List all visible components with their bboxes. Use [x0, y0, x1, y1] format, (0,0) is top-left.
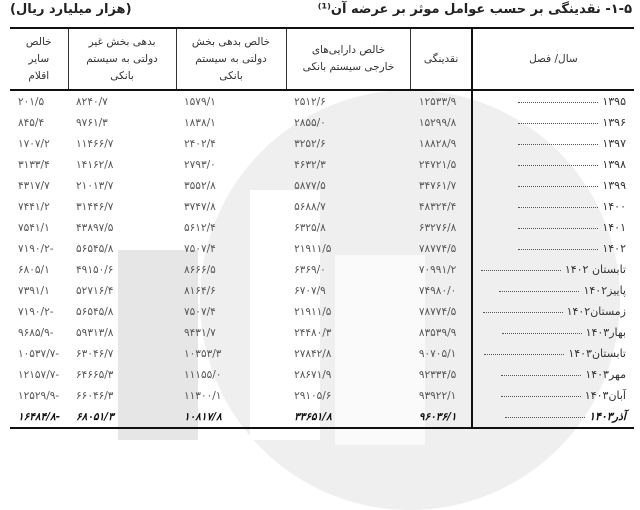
period-label: آذر۱۴۰۳	[589, 410, 626, 423]
header-private-debt: بدهی بخش غیر دولتی به سیستم بانکی	[68, 28, 176, 90]
cell-net-foreign-assets: ۲۸۵۵/۰	[294, 116, 326, 129]
cell-private-debt: ۵۶۵۴۵/۸	[76, 305, 114, 318]
cell-net-foreign-assets: ۲۷۸۴۲/۸	[294, 347, 332, 360]
table-row	[10, 154, 634, 175]
liquidity-table	[10, 27, 634, 429]
cell-liquidity: ۱۵۲۹۹/۸	[418, 116, 457, 129]
cell-other-items: ۳۱۳۳/۴	[18, 158, 50, 171]
cell-other-items: ۲۰۱/۵	[18, 95, 45, 108]
table-row	[10, 196, 634, 217]
table-row	[10, 406, 634, 428]
cell-liquidity: ۱۸۸۲۸/۹	[418, 137, 457, 150]
cell-private-debt: ۴۳۸۹۷/۵	[76, 221, 114, 234]
cell-private-debt: ۶۸۰۵۱/۳	[76, 410, 114, 423]
cell-net-public-debt: ۸۶۶۶/۵	[184, 263, 216, 276]
dot-leader	[505, 417, 585, 418]
header-net-public-debt: خالص بدهی بخش دولتی به سیستم بانکی	[176, 28, 286, 90]
cell-other-items: ۱۷۰۷/۲	[18, 137, 50, 150]
dot-leader	[518, 144, 598, 145]
cell-net-public-debt: ۱۰۳۵۳/۳	[184, 347, 222, 360]
period-label: ۱۳۹۷	[602, 137, 626, 150]
cell-period	[472, 343, 634, 364]
table-row	[10, 280, 634, 301]
cell-private-debt: ۳۱۴۴۶/۷	[76, 200, 114, 213]
cell-private-debt: ۶۴۶۶۵/۳	[76, 368, 114, 381]
cell-private-debt: ۲۱۰۱۳/۷	[76, 179, 114, 192]
dot-leader	[518, 249, 598, 250]
cell-net-foreign-assets: ۲۹۱۰۵/۶	[294, 389, 332, 402]
cell-net-foreign-assets: ۶۷۰۷/۹	[294, 284, 326, 297]
cell-liquidity: ۹۰۷۰۵/۱	[418, 347, 457, 360]
cell-liquidity: ۳۴۷۶۱/۷	[418, 179, 457, 192]
unit-label: (هزار میلیارد ریال)	[10, 2, 132, 17]
header-period: سال/ فصل	[472, 28, 634, 90]
cell-period	[472, 238, 634, 259]
cell-period	[472, 90, 634, 112]
cell-other-items: ۷۴۴۱/۲	[18, 200, 50, 213]
cell-period	[472, 133, 634, 154]
dot-leader	[518, 207, 598, 208]
cell-period	[472, 259, 634, 280]
cell-net-foreign-assets: ۵۸۷۷/۵	[294, 179, 326, 192]
cell-other-items: -۱۰۵۳۷/۷	[18, 347, 60, 360]
cell-net-public-debt: ۱۵۷۹/۱	[184, 95, 216, 108]
cell-net-foreign-assets: ۶۳۶۹/۰	[294, 263, 326, 276]
dot-leader	[518, 102, 598, 103]
cell-period	[472, 385, 634, 406]
period-label: ۱۳۹۵	[602, 95, 626, 108]
dot-leader	[481, 270, 561, 271]
cell-liquidity: ۹۳۹۲۲/۱	[418, 389, 457, 402]
cell-period	[472, 112, 634, 133]
table-row	[10, 90, 634, 112]
cell-liquidity: ۹۲۳۳۴/۵	[418, 368, 457, 381]
cell-net-public-debt: ۲۴۰۲/۴	[184, 137, 216, 150]
cell-private-debt: ۵۲۷۱۶/۴	[76, 284, 114, 297]
table-row	[10, 364, 634, 385]
dot-leader	[501, 375, 581, 376]
cell-net-public-debt: ۹۴۳۱/۷	[184, 326, 216, 339]
period-label: زمستان۱۴۰۲	[566, 305, 626, 318]
cell-private-debt: ۱۱۴۶۶/۷	[76, 137, 114, 150]
cell-other-items: ۶۸۰۵/۱	[18, 263, 50, 276]
cell-liquidity: ۶۳۲۷۶/۸	[418, 221, 457, 234]
dot-leader	[518, 186, 598, 187]
cell-net-public-debt: ۱۰۸۱۷/۸	[184, 410, 222, 423]
period-label: ۱۳۹۹	[602, 179, 626, 192]
period-label: تابستان ۱۴۰۲	[564, 263, 626, 276]
period-label: آبان۱۴۰۳	[584, 389, 626, 402]
cell-net-foreign-assets: ۴۶۳۲/۳	[294, 158, 326, 171]
cell-net-foreign-assets: ۲۴۴۸۰/۳	[294, 326, 332, 339]
cell-net-public-debt: ۱۸۳۸/۱	[184, 116, 216, 129]
cell-other-items: ۸۴۵/۴	[18, 116, 45, 129]
cell-private-debt: ۸۲۴۰/۷	[76, 95, 108, 108]
cell-liquidity: ۱۲۵۳۳/۹	[418, 95, 457, 108]
cell-private-debt: ۴۹۱۵۰/۶	[76, 263, 114, 276]
cell-net-public-debt: ۳۷۴۷/۸	[184, 200, 216, 213]
cell-net-foreign-assets: ۲۱۹۱۱/۵	[294, 242, 332, 255]
period-label: تابستان۱۴۰۳	[568, 347, 626, 360]
cell-net-public-debt: ۱۱۳۰۰/۱	[184, 389, 222, 402]
cell-net-public-debt: ۳۵۵۲/۸	[184, 179, 216, 192]
cell-net-foreign-assets: ۳۲۵۲/۶	[294, 137, 326, 150]
cell-net-public-debt: ۲۷۹۳/۰	[184, 158, 216, 171]
table-row	[10, 322, 634, 343]
cell-liquidity: ۷۸۷۷۴/۵	[418, 305, 457, 318]
table-row	[10, 259, 634, 280]
cell-period	[472, 154, 634, 175]
cell-liquidity: ۸۳۵۳۹/۹	[418, 326, 457, 339]
cell-private-debt: ۶۳۰۴۶/۷	[76, 347, 114, 360]
header-net-foreign-assets: خالص دارایی‌های خارجی سیستم بانکی	[286, 28, 411, 90]
table-row	[10, 133, 634, 154]
cell-other-items: -۱۶۴۸۴/۸	[18, 410, 61, 423]
header-liquidity: نقدینگی	[411, 28, 472, 90]
cell-liquidity: ۲۴۷۲۱/۵	[418, 158, 457, 171]
table-row	[10, 343, 634, 364]
period-label: ۱۴۰۰	[602, 200, 626, 213]
cell-net-public-debt: ۵۶۱۲/۴	[184, 221, 216, 234]
table-row	[10, 112, 634, 133]
cell-period	[472, 175, 634, 196]
cell-period	[472, 280, 634, 301]
dot-leader	[502, 333, 582, 334]
cell-other-items: -۱۲۱۵۷/۷	[18, 368, 60, 381]
period-label: مهر۱۴۰۳	[585, 368, 626, 381]
cell-liquidity: ۹۶۰۳۶/۱	[418, 410, 457, 423]
cell-net-public-debt: ۷۵۰۷/۴	[184, 242, 216, 255]
dot-leader	[499, 291, 579, 292]
period-label: پاییز۱۴۰۲	[583, 284, 626, 297]
cell-liquidity: ۷۴۹۸۰/۰	[418, 284, 457, 297]
cell-period	[472, 196, 634, 217]
dot-leader	[501, 396, 581, 397]
cell-net-foreign-assets: ۳۳۶۵۱/۸	[294, 410, 332, 423]
cell-net-public-debt: ۸۱۶۴/۶	[184, 284, 216, 297]
period-label: ۱۳۹۸	[602, 158, 626, 171]
cell-private-debt: ۵۶۵۴۵/۸	[76, 242, 114, 255]
dot-leader	[518, 228, 598, 229]
cell-other-items: ۷۳۹۱/۱	[18, 284, 50, 297]
cell-net-foreign-assets: ۲۸۶۷۱/۹	[294, 368, 332, 381]
cell-period	[472, 217, 634, 238]
cell-net-foreign-assets: ۵۶۸۸/۷	[294, 200, 326, 213]
cell-net-public-debt: ۷۵۰۷/۴	[184, 305, 216, 318]
table-row	[10, 217, 634, 238]
header-other-items: خالص سایر اقلام	[25, 35, 52, 82]
period-label: ۱۴۰۲	[602, 242, 626, 255]
cell-other-items: ۴۳۱۷/۷	[18, 179, 50, 192]
dot-leader	[483, 312, 563, 313]
table-row	[10, 301, 634, 322]
cell-other-items: -۷۱۹۰/۲	[18, 305, 54, 318]
cell-private-debt: ۶۶۰۴۶/۳	[76, 389, 114, 402]
cell-period	[472, 364, 634, 385]
table-title: ۱-۵- نقدینگی بر حسب عوامل موثر بر عرضه آن⁽¹⁾	[317, 2, 632, 17]
period-label: ۱۴۰۱	[602, 221, 626, 234]
cell-private-debt: ۱۴۱۶۲/۸	[76, 158, 114, 171]
cell-period	[472, 322, 634, 343]
header-row	[10, 28, 634, 90]
dot-leader	[518, 123, 598, 124]
cell-liquidity: ۷۰۹۹۱/۲	[418, 263, 457, 276]
cell-other-items: -۷۱۹۰/۲	[18, 242, 54, 255]
table-row	[10, 238, 634, 259]
dot-leader	[484, 354, 564, 355]
cell-net-foreign-assets: ۶۳۲۵/۸	[294, 221, 326, 234]
period-label: بهار۱۴۰۳	[585, 326, 626, 339]
cell-liquidity: ۷۸۷۷۴/۵	[418, 242, 457, 255]
cell-net-foreign-assets: ۲۱۹۱۱/۵	[294, 305, 332, 318]
cell-private-debt: ۵۹۳۱۳/۸	[76, 326, 114, 339]
cell-private-debt: ۹۷۶۱/۳	[76, 116, 108, 129]
dot-leader	[518, 165, 598, 166]
cell-net-foreign-assets: ۲۵۱۲/۶	[294, 95, 326, 108]
cell-other-items: -۱۲۵۲۹/۹	[18, 389, 60, 402]
cell-liquidity: ۴۸۳۲۴/۴	[418, 200, 457, 213]
cell-period	[472, 406, 634, 428]
table-row	[10, 385, 634, 406]
cell-net-public-debt: ۱۱۱۵۵/۰	[184, 368, 222, 381]
cell-other-items: -۹۶۸۵/۹	[18, 326, 54, 339]
cell-period	[472, 301, 634, 322]
table-row	[10, 175, 634, 196]
cell-other-items: ۷۵۴۱/۱	[18, 221, 50, 234]
period-label: ۱۳۹۶	[602, 116, 626, 129]
